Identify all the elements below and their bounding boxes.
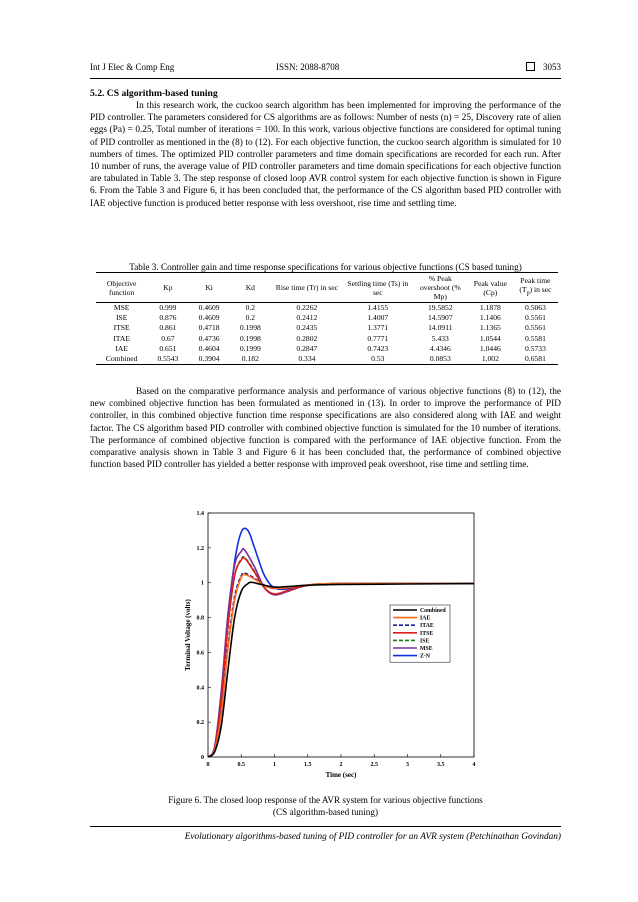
table-cell-tr: 0.2262 [296,303,318,312]
col-kd: Kd [245,283,255,292]
col-settling-time: Settling time (Ts) in sec [347,278,409,297]
table-row [96,313,558,323]
table-cell-ts: 0.7423 [367,343,389,353]
col-kp: Kp [163,283,173,292]
legend-label: ISE [420,638,430,645]
legend-label: Z-N [420,653,430,660]
table-cell-ki: 0.4609 [198,303,220,312]
col-rise-time: Rise time (Tr) in sec [275,283,338,292]
series-line-iae [208,574,474,757]
table-cell-fn: IAE [115,343,128,353]
x-tick-label: 3 [406,762,409,768]
col-peak-time: Peak time $(T_p)$ in sec [519,276,552,297]
table-cell-cp: 1.1878 [479,303,501,312]
table-cell-ki: 0.4736 [198,333,220,343]
table-cell-fn: Combined [105,354,138,364]
y-tick-label: 0 [201,755,204,761]
x-tick-label: 2 [339,762,343,768]
y-tick-label: 0.8 [196,615,204,622]
legend-label: ITSE [420,630,434,637]
table-cell-kd: 0.182 [241,354,259,364]
series-line-itae [208,573,474,757]
col-objective: Objective function [106,278,137,297]
results-table [96,272,558,365]
table-cell-tp: 0.6581 [525,354,546,364]
table-cell-cp: 1.002 [481,354,499,364]
table-cell-tr: 0.2802 [296,333,318,343]
table-cell-mp: 19.5852 [427,303,453,312]
table-cell-tr: 0.334 [298,354,316,364]
y-tick-label: 0.6 [196,650,204,657]
step-response-chart [178,505,488,783]
table-cell-kd: 0.1998 [239,333,261,343]
table-cell-fn: ITAE [113,333,130,343]
table-cell-cp: 1.1365 [479,323,501,333]
table-cell-tp: 0.5561 [525,313,546,323]
table-cell-tr: 0.2847 [296,343,318,353]
section-title: 5.2. CS algorithm-based tuning [90,88,218,99]
table-cell-mp: 5.433 [431,333,449,343]
table-cell-mp: 14.0911 [428,323,453,333]
y-tick-label: 0.2 [196,720,204,727]
table-cell-cp: 1.0446 [479,343,501,353]
x-tick-label: 0 [206,762,210,768]
table-cell-tp: 0.5561 [525,323,546,333]
table-cell-mp: 4.4346 [429,343,451,353]
running-header [90,62,561,76]
col-peak-value: Peak value (Cp) [473,278,507,297]
y-tick-label: 1.2 [196,545,204,552]
x-tick-label: 4 [472,762,476,768]
legend-label: IAE [420,615,431,622]
legend-label: MSE [420,646,433,652]
table-row [96,344,558,354]
table-cell-kd: 0.1999 [239,343,261,353]
table-cell-kp: 0.5543 [157,354,179,364]
col-ki: Ki [205,283,213,292]
y-tick-label: 1.4 [196,511,204,517]
figure-caption-line-1: Figure 6. The closed loop response of the AVR system for various objective functions [168,795,483,805]
table-cell-kd: 0.2 [245,303,256,312]
table-cell-kp: 0.67 [161,333,175,343]
table-cell-fn: ISE [115,313,128,323]
x-tick-label: 0.5 [237,762,245,768]
table-row [96,354,558,365]
table-cell-tr: 0.2412 [296,313,318,323]
table-cell-ts: 1.4155 [367,303,389,312]
table-cell-ki: 0.4718 [198,323,220,333]
table-cell-ts: 0.7771 [367,333,389,343]
table-cell-kp: 0.861 [159,323,177,333]
table-row [96,334,558,344]
x-tick-label: 3.5 [437,762,445,768]
table-cell-ki: 0.3904 [198,354,220,364]
header-divider [90,78,561,79]
table-cell-tp: 0.5733 [525,343,546,353]
table-header-row [96,273,558,303]
page-number: 3053 [543,62,561,72]
table-cell-ki: 0.4604 [198,343,220,353]
figure-caption-line-2: (CS algorithm-based tuning) [272,807,379,817]
table-cell-mp: 0.0853 [429,354,451,364]
page-number-group [526,62,561,72]
table-caption: Table 3. Controller gain and time response specifications for various objective functions (CS based tuning) [129,262,522,272]
figure-caption [90,794,561,818]
checkbox-square-icon [526,62,535,71]
table-cell-tp: 0.5581 [525,333,546,343]
table-row [96,303,558,314]
issn: ISSN: 2088-8708 [276,62,340,72]
table-cell-tp: 0.5063 [525,303,546,312]
table-cell-fn: MSE [113,303,130,312]
table-cell-ki: 0.4609 [198,313,220,323]
table-cell-mp: 14.5907 [427,313,453,323]
running-footer: Evolutionary algorithms-based tuning of PID controller for an AVR system (Petchinathan Govindan) [184,832,561,842]
y-tick-label: 1 [201,580,204,587]
table-cell-kd: 0.1998 [239,323,261,333]
y-axis-label: Terminal Voltage (volts) [184,599,192,671]
x-tick-label: 1.5 [304,762,312,768]
table-cell-cp: 1.0544 [479,333,501,343]
x-tick-label: 1 [273,762,276,768]
table-cell-fn: ITSE [113,323,130,333]
table-cell-ts: 0.53 [371,354,385,364]
journal-name: Int J Elec & Comp Eng [90,62,175,72]
table-cell-kp: 0.651 [159,343,177,353]
paragraph-1: In this research work, the cuckoo search algorithm has been implemented for improving the performance of the PID controller. The parameters considered for CS algorithms are as follows: Number of nests (n) = 25, Discovery rate of alien eggs (Pa) = 0.25, Total number of iterations = 100. In this work, various objective functions are considered for optimal tuning of PID controller as mentioned in the (8) to (12). For each objective function, the cuckoo search algorithm is simulated for 10 numbers of times. The optimized PID controller parameters and time domain specifications are recorded for each run. After 10 number of runs, the average value of PID controller parameters and time domain specifications for each objective function are tabulated in Table 3. The step response of closed loop AVR control system for each objective function is shown in Figure 6. From the Table 3 and Figure 6, it has been concluded that, the performance of the CS algorithm based PID controller with IAE objective function is produced better response with less overshoot, rise time and settling time. [90,101,561,209]
paragraph-2: Based on the comparative performance analysis and performance of various objective functions (8) to (12), the new combined objective function has been formulated as mentioned in (13). In order to improve the performance of PID controller, in this combined objective function time response specifications are also considered along with IAE and weight factor. The CS algorithm based PID controller with combined objective function is simulated for the 10 number of iterations. The performance of combined objective function is compared with the performance of IAE objective function. From the comparative analysis shown in Table 3 and Figure 6 it has been concluded that, the performance of combined objective function based PID controller has yielded a better response with improved peak overshoot, rise time and settling time. [90,387,561,471]
table-cell-cp: 1.1406 [479,313,501,323]
legend-label: Combined [420,608,446,614]
legend-label: ITAE [420,623,434,630]
footer-divider [90,826,561,827]
table-cell-tr: 0.2435 [296,323,318,333]
table-cell-ts: 1.4007 [367,313,389,323]
table-cell-kp: 0.876 [159,313,177,323]
table-cell-kd: 0.2 [245,313,256,323]
y-tick-label: 0.4 [196,685,204,692]
col-overshoot: % Peak overshoot (% Mp) [419,274,461,301]
x-axis-label: Time (sec) [325,771,357,779]
table-row [96,323,558,333]
table-cell-kp: 0.999 [159,303,177,312]
table-cell-ts: 1.3771 [367,323,389,333]
x-tick-label: 2.5 [370,762,378,768]
